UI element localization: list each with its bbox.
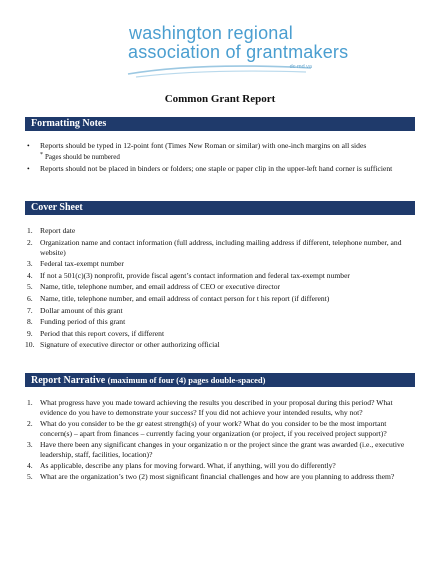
narrative-item-text: What are the organization’s two (2) most significant financial challenges and how are you planning to address them? <box>40 472 395 481</box>
formatting-note-text: Pages should be numbered <box>45 153 120 161</box>
page-title: Common Grant Report <box>164 93 276 105</box>
bullet-icon: • <box>27 141 30 150</box>
narrative-item-text: What do you consider to be the gr eatest strength(s) of your work? What do you consider to be the most important concern(s) – apart from finances – currently facing your organization (or project, if you received project support)? <box>40 419 387 438</box>
list-item <box>25 461 410 471</box>
list-number: 2. <box>27 419 33 428</box>
narrative-item-text: What progress have you made toward achieving the results you described in your proposal during this period? What evidence do you have to demonstrate your success? If you did not achieve your intended results, why not? <box>40 398 393 417</box>
narrative-item-text: Have there been any significant changes in your organizatio n or the project since the grant was awarded (i.e., executive leadership, staff, facilities, location)? <box>40 440 405 459</box>
list-number: 5. <box>27 282 33 292</box>
list-number: 10. <box>25 340 35 350</box>
list-item <box>25 282 410 292</box>
report-narrative-heading <box>25 373 415 387</box>
list-number: 3. <box>27 440 33 449</box>
list-item <box>25 329 410 339</box>
formatting-notes-heading <box>25 117 415 131</box>
list-item <box>25 440 410 460</box>
list-item <box>25 317 410 327</box>
cover-sheet-list <box>25 226 410 352</box>
list-item <box>25 306 410 316</box>
list-item <box>25 238 410 258</box>
list-item <box>25 472 410 482</box>
cover-item-text: Organization name and contact information (full address, including mailing address if different, telephone number, and website) <box>40 237 402 257</box>
cover-item-text: If not a 501(c)(3) nonprofit, provide fiscal agent’s contact information and federal tax-exempt number <box>40 270 350 280</box>
list-item <box>25 398 410 418</box>
cover-item-text: Period that this report covers, if different <box>40 328 165 338</box>
cover-item-text: Dollar amount of this grant <box>40 305 123 315</box>
formatting-note-text: Reports should be typed in 12-point font (Times New Roman or similar) with one-inch margins on all sides <box>40 141 367 150</box>
cover-sheet-heading-text: Cover Sheet <box>31 202 83 213</box>
logo-tagline: dc md va <box>289 64 312 70</box>
list-item <box>25 340 410 350</box>
cover-item-text: Signature of executive director or other authorizing official <box>40 340 220 350</box>
cover-item-text: Name, title, telephone number, and email address of contact person for t his report (if different) <box>40 293 330 303</box>
logo-line-2: association of grantmakers <box>128 42 349 62</box>
formatting-notes-list <box>25 141 410 176</box>
list-item <box>25 259 410 269</box>
formatting-note-text: Reports should not be placed in binders or folders; one staple or paper clip in the upper-left hand corner is sufficient <box>40 164 393 173</box>
cover-item-text: Funding period of this grant <box>40 317 126 327</box>
logo-line-1: washington regional <box>129 23 293 43</box>
list-number: 4. <box>27 270 33 280</box>
list-item <box>25 226 410 236</box>
list-item <box>25 294 410 304</box>
formatting-notes-heading-text: Formatting Notes <box>31 118 107 129</box>
bullet-icon: • <box>27 164 30 173</box>
list-number: 4. <box>27 461 33 470</box>
list-number: 1. <box>27 226 33 235</box>
list-item <box>25 141 410 151</box>
cover-item-text: Name, title, telephone number, and email address of CEO or executive director <box>40 282 281 292</box>
list-number: 2. <box>27 237 33 247</box>
asterisk-icon: * <box>40 152 43 158</box>
list-item <box>25 153 410 162</box>
list-item <box>25 164 410 174</box>
list-number: 3. <box>27 259 33 269</box>
list-number: 9. <box>27 328 33 338</box>
list-number: 7. <box>27 305 33 315</box>
report-narrative-list <box>25 398 410 483</box>
list-number: 1. <box>27 398 33 407</box>
logo <box>126 23 349 82</box>
cover-item-text: Federal tax-exempt number <box>40 259 124 269</box>
report-narrative-subheading: (maximum of four (4) pages double-spaced) <box>107 375 266 385</box>
cover-item-text: Report date <box>40 226 76 235</box>
narrative-item-text: As applicable, describe any plans for moving forward. What, if anything, will you do differently? <box>40 461 336 470</box>
list-number: 8. <box>27 317 33 327</box>
list-number: 6. <box>27 293 33 303</box>
list-item <box>25 419 410 439</box>
list-item <box>25 271 410 281</box>
report-narrative-heading-text: Report Narrative <box>31 375 106 386</box>
list-number: 5. <box>27 472 33 481</box>
cover-sheet-heading <box>25 201 415 215</box>
